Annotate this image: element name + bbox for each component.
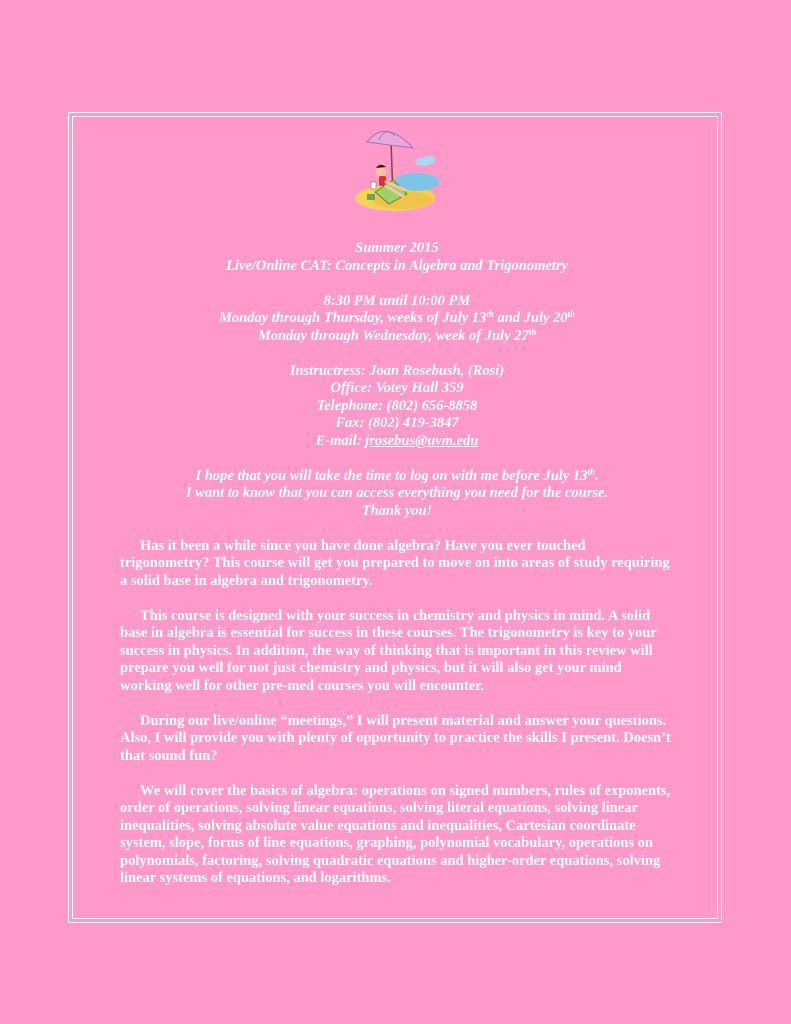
course-description xyxy=(120,538,674,888)
schedule-line-1: Monday through Thursday, weeks of July 13th and July 20th xyxy=(218,309,576,326)
fax: Fax: (802) 419-3847 xyxy=(335,415,459,431)
office: Office: Votey Hall 359 xyxy=(330,380,464,396)
paragraph-2: This course is designed with your success in chemistry and physics in mind. A solid base in algebra is essential for success in these courses. The trigonometry is key to your success in physics. In addition, the way of thinking that is important in this review will prepare you well for not just chemistry and physics, but it will also get your mind working well for other pre-med courses you will encounter. xyxy=(120,607,657,694)
beach-umbrella-sunbather-icon xyxy=(345,120,445,215)
email-link[interactable]: jrosebus@uvm.edu xyxy=(365,432,479,449)
paragraph-3: During our live/online “meetings,” I will present material and answer your questions. Also, I will provide you with plenty of opportunity to practice the skills I present. Doesn’t that sound fun? xyxy=(120,712,671,764)
note-line-1: I hope that you will take the time to log on with me before July 13th. xyxy=(195,466,599,484)
email-line: E-mail: jrosebus@uvm.edu xyxy=(315,432,479,449)
schedule-line-2: Monday through Wednesday, week of July 27th xyxy=(257,326,537,344)
paragraph-4: We will cover the basics of algebra: operations on signed numbers, rules of exponents, order of operations, solving linear equations, solving literal equations, solving linear inequalities, solving absolute value equations and inequalities, Cartesian coordinate system, slope, forms of line equations, graphing, polynomial vocabulary, operations on polynomials, factoring, solving quadratic equations and higher-order equations, solving linear systems of equations, and logarithms. xyxy=(120,782,671,886)
note-line-3: Thank you! xyxy=(361,502,433,519)
course-title: Live/Online CAT: Concepts in Algebra and Trigonometry xyxy=(226,257,568,274)
telephone: Telephone: (802) 656-8858 xyxy=(316,397,478,414)
course-header xyxy=(120,240,674,538)
term-title: Summer 2015 xyxy=(355,240,439,256)
flyer-content xyxy=(120,240,674,905)
paragraph-1: Has it been a while since you have done algebra? Have you ever touched trigonometry? This course will get you prepared to move on into areas of study requiring a solid base in algebra and trigonometry. xyxy=(120,537,670,589)
note-line-2: I want to know that you can access everything you need for the course. xyxy=(185,485,609,501)
instructress: Instructress: Joan Rosebush, (Rosi) xyxy=(289,362,505,379)
class-time: 8:30 PM until 10:00 PM xyxy=(323,292,471,309)
